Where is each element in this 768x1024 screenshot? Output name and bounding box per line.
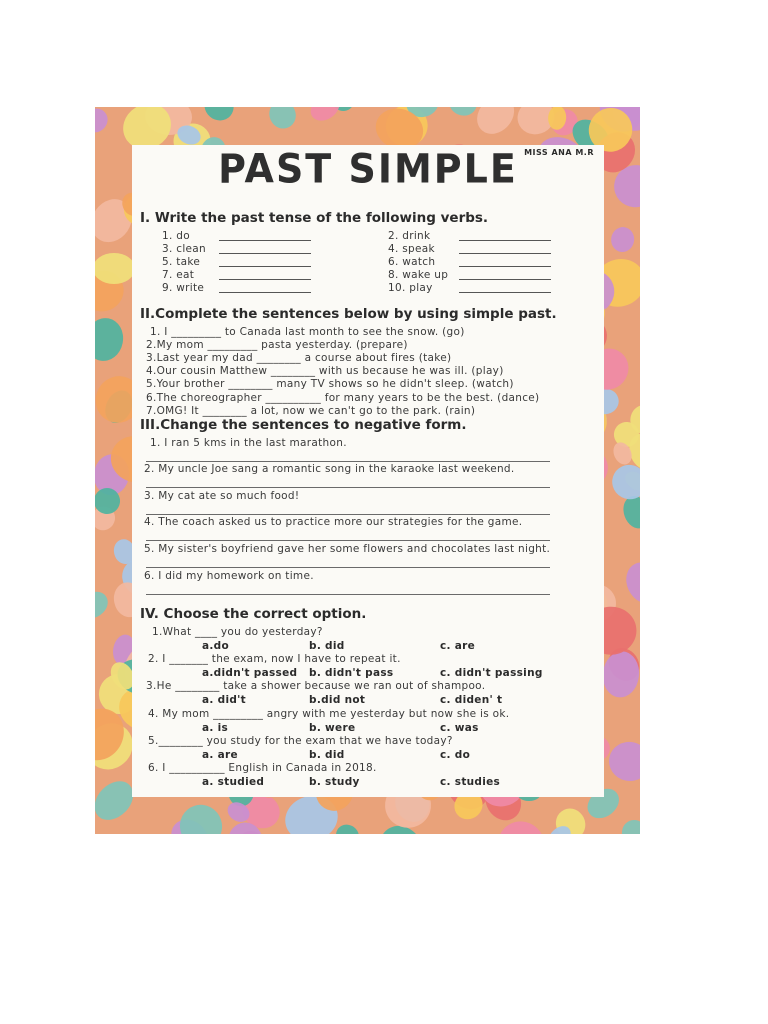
sentence-item: 4.Our cousin Matthew ________ with us because he was ill. (play): [146, 365, 504, 377]
confetti-dot: [95, 586, 113, 623]
confetti-dot: [265, 107, 300, 132]
verb-item: 1. do: [162, 230, 190, 242]
question-text: 2. I _______ the exam, now I have to repeat it.: [148, 653, 401, 665]
answer-option: c. are: [440, 640, 476, 652]
question-text: 3.He ________ take a shower because we ran out of shampoo.: [146, 680, 486, 692]
answer-option: a. is: [202, 722, 229, 734]
worksheet: [132, 145, 604, 797]
verb-item: 3. clean: [162, 243, 206, 255]
answer-line: [459, 253, 551, 254]
sentence-item: 1. I _________ to Canada last month to see the snow. (go): [150, 326, 465, 338]
confetti-dot: [95, 107, 112, 137]
sentence-item: 5. My sister's boyfriend gave her some flowers and chocolates last night.: [144, 543, 551, 555]
answer-option: c. diden' t: [440, 694, 503, 706]
confetti-dot: [470, 107, 522, 142]
confetti-dot: [95, 253, 135, 284]
confetti-dot: [606, 738, 640, 785]
answer-line: [146, 514, 550, 515]
verb-item: 5. take: [162, 256, 201, 268]
worksheet-title: PAST SIMPLE: [218, 145, 518, 193]
answer-line: [146, 540, 550, 541]
question-text: 4. My mom _________ angry with me yesterday but now she is ok.: [148, 708, 510, 720]
confetti-dot: [620, 557, 640, 610]
confetti-dot: [199, 107, 240, 127]
answer-option: b.did not: [309, 694, 366, 706]
answer-option: a.didn't passed: [202, 667, 298, 679]
section4-heading: IV. Choose the correct option.: [140, 606, 367, 622]
section2-heading: II.Complete the sentences below by using simple past.: [140, 306, 557, 322]
answer-option: b. did: [309, 640, 345, 652]
answer-line: [459, 292, 551, 293]
answer-option: c. do: [440, 749, 471, 761]
confetti-dot: [175, 800, 228, 834]
confetti-dot: [333, 821, 363, 834]
answer-option: a. studied: [202, 776, 265, 788]
answer-line: [219, 292, 311, 293]
answer-option: b. study: [309, 776, 360, 788]
answer-option: a.do: [202, 640, 230, 652]
sentence-item: 5.Your brother ________ many TV shows so he didn't sleep. (watch): [146, 378, 514, 390]
verb-item: 10. play: [388, 282, 433, 294]
answer-line: [219, 279, 311, 280]
answer-option: b. didn't pass: [309, 667, 394, 679]
verb-item: 9. write: [162, 282, 205, 294]
answer-line: [219, 240, 311, 241]
sentence-item: 6. I did my homework on time.: [144, 570, 314, 582]
sentence-item: 4. The coach asked us to practice more our strategies for the game.: [144, 516, 523, 528]
confetti-dot: [620, 818, 640, 834]
sentence-item: 1. I ran 5 kms in the last marathon.: [150, 437, 347, 449]
verb-item: 2. drink: [388, 230, 431, 242]
sentence-item: 3. My cat ate so much food!: [144, 490, 300, 502]
section3-heading: III.Change the sentences to negative form.: [140, 417, 467, 433]
verb-item: 4. speak: [388, 243, 435, 255]
section1-heading: I. Write the past tense of the following verbs.: [140, 210, 489, 226]
question-text: 6. I __________ English in Canada in 2018.: [148, 762, 377, 774]
confetti-dot: [600, 649, 640, 698]
answer-line: [146, 461, 550, 462]
sentence-item: 2. My uncle Joe sang a romantic song in the karaoke last weekend.: [144, 463, 515, 475]
answer-option: b. did: [309, 749, 345, 761]
confetti-dot: [95, 315, 126, 364]
question-text: 5.________ you study for the exam that we have today?: [148, 735, 453, 747]
answer-line: [146, 487, 550, 488]
answer-option: c. studies: [440, 776, 501, 788]
sentence-item: 7.OMG! It ________ a lot, now we can't go to the park. (rain): [146, 405, 476, 417]
confetti-dot: [445, 107, 480, 120]
answer-option: a. are: [202, 749, 238, 761]
answer-line: [146, 594, 550, 595]
answer-line: [146, 567, 550, 568]
verb-item: 7. eat: [162, 269, 195, 281]
answer-option: b. were: [309, 722, 356, 734]
answer-line: [459, 266, 551, 267]
answer-line: [219, 253, 311, 254]
sentence-item: 2.My mom _________ pasta yesterday. (prepare): [146, 339, 408, 351]
verb-item: 6. watch: [388, 256, 436, 268]
answer-line: [219, 266, 311, 267]
sentence-item: 3.Last year my dad ________ a course about fires (take): [146, 352, 452, 364]
answer-line: [459, 279, 551, 280]
question-text: 1.What ____ you do yesterday?: [152, 626, 323, 638]
answer-line: [459, 240, 551, 241]
sentence-item: 6.The choreographer __________ for many years to be the best. (dance): [146, 392, 540, 404]
verb-item: 8. wake up: [388, 269, 449, 281]
confetti-dot: [609, 225, 636, 253]
author-label: MISS ANA M.R: [524, 148, 594, 157]
answer-option: c. didn't passing: [440, 667, 543, 679]
answer-option: a. did't: [202, 694, 246, 706]
answer-option: c. was: [440, 722, 479, 734]
